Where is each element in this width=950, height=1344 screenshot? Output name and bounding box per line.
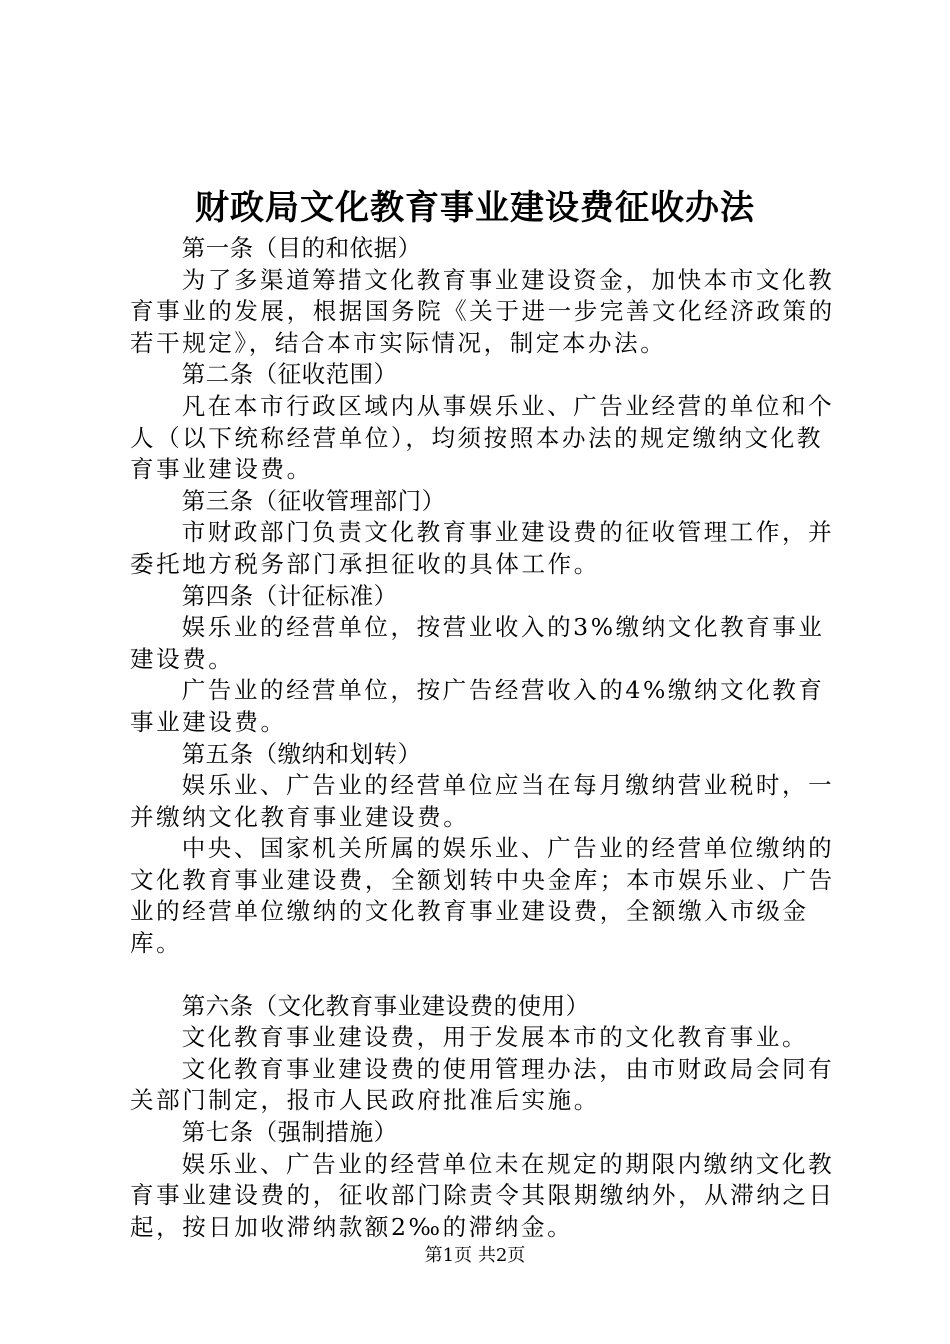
article-heading-4: 第四条（计征标准）	[181, 581, 398, 610]
article-heading-6: 第六条（文化教育事业建设费的使用）	[181, 991, 590, 1020]
document-title: 财政局文化教育事业建设费征收办法	[195, 188, 755, 228]
article-heading-3: 第三条（征收管理部门）	[181, 486, 446, 515]
article-paragraph: 文化教育事业建设费，用于发展本市的文化教育事业。	[181, 1023, 809, 1052]
article-paragraph: 市财政部门负责文化教育事业建设费的征收管理工作，并委托地方税务部门承担征收的具体工作。	[130, 518, 835, 578]
document-body	[130, 233, 840, 1243]
article-heading-1: 第一条（目的和依据）	[181, 234, 422, 262]
article-paragraph: 中央、国家机关所属的娱乐业、广告业的经营单位缴纳的文化教育事业建设费，全额划转中央金库；本市娱乐业、广告业的经营单位缴纳的文化教育事业建设费，全额缴入市级金库。	[130, 834, 835, 958]
article-heading-2: 第二条（征收范围）	[181, 360, 398, 389]
article-paragraph: 为了多渠道筹措文化教育事业建设资金，加快本市文化教育事业的发展，根据国务院《关于进一步完善文化经济政策的若干规定》，结合本市实际情况，制定本办法。	[130, 265, 835, 357]
article-heading-5: 第五条（缴纳和划转）	[181, 739, 422, 768]
article-paragraph: 文化教育事业建设费的使用管理办法，由市财政局会同有关部门制定，报市人民政府批准后实施。	[130, 1054, 835, 1115]
article-heading-7: 第七条（强制措施）	[181, 1118, 398, 1147]
article-paragraph: 娱乐业的经营单位，按营业收入的3%缴纳文化教育事业建设费。	[130, 613, 825, 673]
page-number: 第1页 共2页	[424, 1245, 526, 1266]
article-paragraph: 娱乐业、广告业的经营单位应当在每月缴纳营业税时，一并缴纳文化教育事业建设费。	[130, 771, 835, 831]
article-paragraph: 凡在本市行政区域内从事娱乐业、广告业经营的单位和个人（以下统称经营单位），均须按照本办法的规定缴纳文化教育事业建设费。	[130, 391, 835, 484]
article-paragraph: 广告业的经营单位，按广告经营收入的4%缴纳文化教育事业建设费。	[130, 676, 825, 736]
article-paragraph: 娱乐业、广告业的经营单位未在规定的期限内缴纳文化教育事业建设费的，征收部门除责令其限期缴纳外，从滞纳之日起，按日加收滞纳款额2‰的滞纳金。	[130, 1149, 835, 1241]
